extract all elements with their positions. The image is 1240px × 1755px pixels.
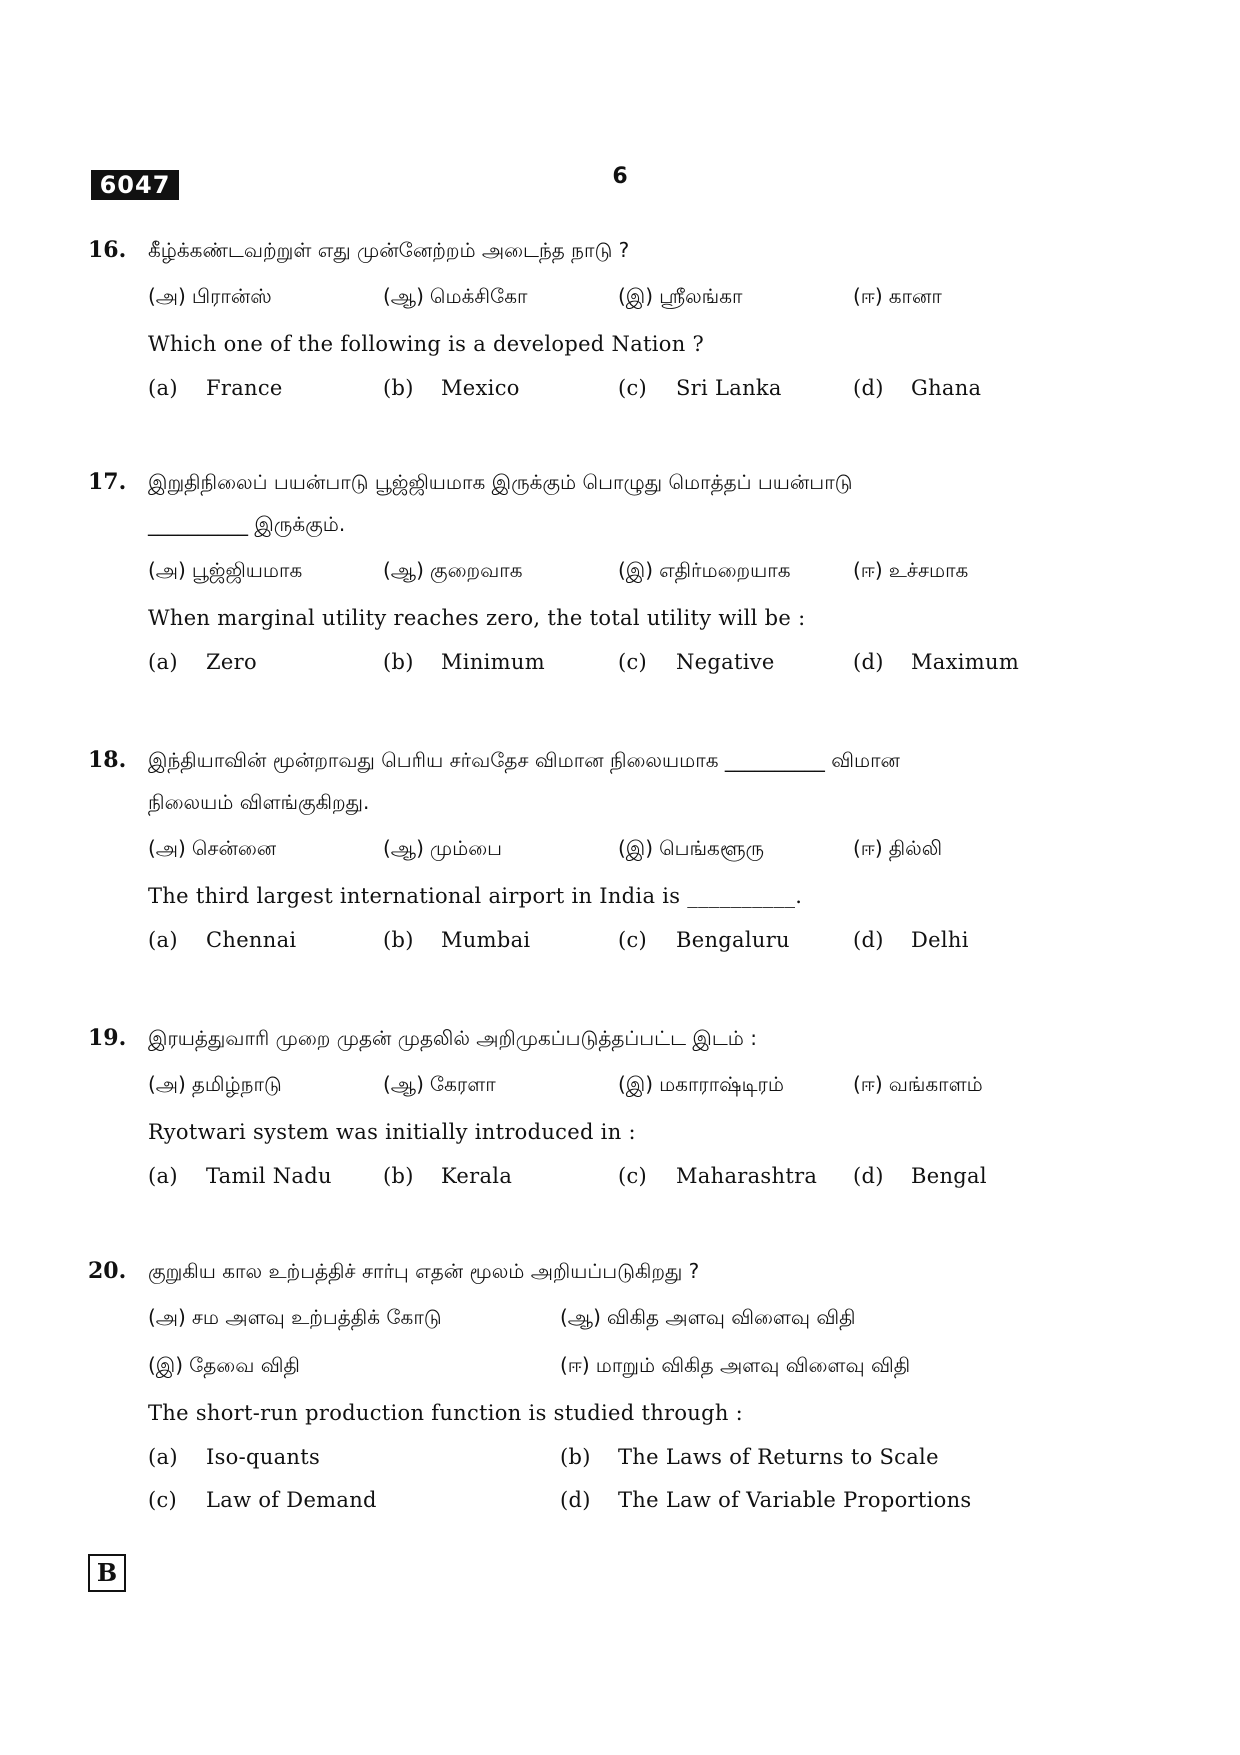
- tamil-option-a: (அ) தமிழ்நாடு: [148, 1072, 282, 1096]
- english-option-a: (a) Tamil Nadu: [148, 1164, 332, 1188]
- tamil-question: இறுதிநிலைப் பயன்பாடு பூஜ்ஜியமாக இருக்கும் பொழுது மொத்தப் பயன்பாடு: [148, 470, 853, 494]
- english-option-d: (d) The Law of Variable Proportions: [560, 1488, 972, 1512]
- tamil-option-c: (இ) ஸ்ரீலங்கா: [618, 284, 743, 308]
- tamil-question: இரயத்துவாரி முறை முதன் முதலில் அறிமுகப்படுத்தப்பட்ட இடம் :: [148, 1026, 757, 1050]
- question-number: 18.: [88, 747, 127, 773]
- tamil-option-d: (ஈ) கானா: [853, 284, 942, 308]
- english-option-d: (d) Delhi: [853, 928, 969, 952]
- tamil-option-d: (ஈ) தில்லி: [853, 836, 943, 860]
- version-box: B: [88, 1554, 126, 1592]
- english-option-a: (a) Chennai: [148, 928, 297, 952]
- tamil-option-c: (இ) மகாராஷ்டிரம்: [618, 1072, 784, 1096]
- tamil-question-line-2: __________ இருக்கும்.: [148, 512, 346, 536]
- tamil-option-d: (ஈ) வங்காளம்: [853, 1072, 983, 1096]
- english-option-a: (a) Iso-quants: [148, 1445, 321, 1469]
- tamil-option-a: (அ) சென்னை: [148, 836, 277, 860]
- tamil-option-b: (ஆ) மெக்சிகோ: [383, 284, 528, 308]
- tamil-question: கீழ்க்கண்டவற்றுள் எது முன்னேற்றம் அடைந்த நாடு ?: [148, 238, 630, 262]
- english-question: Ryotwari system was initially introduced in :: [148, 1120, 636, 1144]
- tamil-option-c: (இ) தேவை விதி: [148, 1353, 300, 1377]
- english-question: When marginal utility reaches zero, the total utility will be :: [148, 606, 806, 630]
- english-question: The short-run production function is studied through :: [148, 1401, 744, 1425]
- paper-code-badge: 6047: [91, 170, 179, 200]
- tamil-option-d: (ஈ) உச்சமாக: [853, 558, 969, 582]
- english-option-b: (b) Mexico: [383, 376, 520, 400]
- tamil-option-a: (அ) சம அளவு உற்பத்திக் கோடு: [148, 1305, 442, 1329]
- english-option-c: (c) Negative: [618, 650, 775, 674]
- tamil-option-b: (ஆ) விகித அளவு விளைவு விதி: [560, 1305, 856, 1329]
- english-option-a: (a) France: [148, 376, 283, 400]
- tamil-question: இந்தியாவின் மூன்றாவது பெரிய சர்வதேச விமான நிலையமாக __________ விமான: [148, 748, 900, 772]
- tamil-option-d: (ஈ) மாறும் விகித அளவு விளைவு விதி: [560, 1353, 911, 1377]
- english-option-b: (b) Kerala: [383, 1164, 513, 1188]
- tamil-question-line-2: நிலையம் விளங்குகிறது.: [148, 790, 370, 814]
- english-option-b: (b) Mumbai: [383, 928, 531, 952]
- english-option-a: (a) Zero: [148, 650, 257, 674]
- page-number: 6: [612, 164, 628, 189]
- question-number: 20.: [88, 1258, 127, 1284]
- tamil-option-c: (இ) எதிர்மறையாக: [618, 558, 791, 582]
- tamil-option-c: (இ) பெங்களூரு: [618, 836, 765, 860]
- english-option-c: (c) Sri Lanka: [618, 376, 782, 400]
- question-number: 17.: [88, 469, 127, 495]
- english-option-c: (c) Maharashtra: [618, 1164, 818, 1188]
- tamil-option-b: (ஆ) மும்பை: [383, 836, 503, 860]
- english-option-b: (b) Minimum: [383, 650, 545, 674]
- tamil-option-b: (ஆ) குறைவாக: [383, 558, 523, 582]
- english-option-b: (b) The Laws of Returns to Scale: [560, 1445, 939, 1469]
- tamil-question: குறுகிய கால உற்பத்திச் சார்பு எதன் மூலம் அறியப்படுகிறது ?: [148, 1259, 700, 1283]
- english-question: The third largest international airport in India is __________.: [148, 884, 803, 908]
- english-option-d: (d) Bengal: [853, 1164, 987, 1188]
- question-number: 19.: [88, 1025, 127, 1051]
- english-option-c: (c) Bengaluru: [618, 928, 790, 952]
- question-number: 16.: [88, 237, 127, 263]
- english-option-d: (d) Maximum: [853, 650, 1020, 674]
- tamil-option-b: (ஆ) கேரளா: [383, 1072, 496, 1096]
- tamil-option-a: (அ) பிரான்ஸ்: [148, 284, 272, 308]
- tamil-option-a: (அ) பூஜ்ஜியமாக: [148, 558, 303, 582]
- english-question: Which one of the following is a developed Nation ?: [148, 332, 705, 356]
- english-option-c: (c) Law of Demand: [148, 1488, 377, 1512]
- english-option-d: (d) Ghana: [853, 376, 982, 400]
